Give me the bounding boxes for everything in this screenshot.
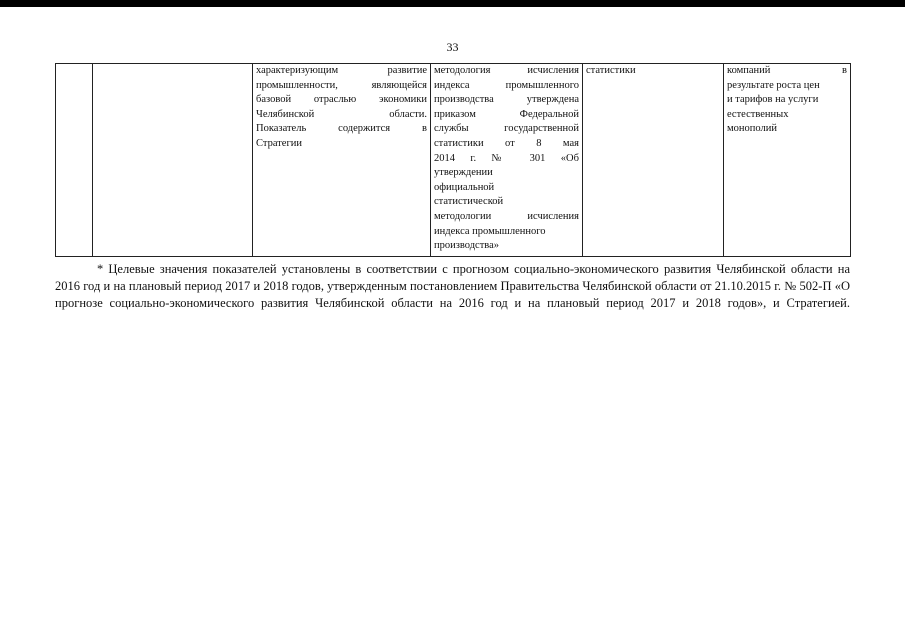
text-line: и тарифов на услуги (727, 94, 819, 106)
table-cell-source (583, 64, 724, 257)
text-line: Челябинской области. (256, 108, 427, 120)
table-cell-name (93, 64, 253, 257)
table-cell-factors (724, 64, 851, 257)
text-line: производства» (434, 240, 500, 252)
indicator-table (55, 63, 851, 257)
text-line: индекса промышленного (434, 225, 546, 237)
text-line: методологии исчисления (434, 210, 579, 222)
page-number: 33 (446, 40, 459, 54)
text-line: промышленности, являющейся (256, 79, 427, 91)
footnote: * Целевые значения показателей установлены в соответствии с прогнозом социально-экономического развития Челябинской области на 2016 год и на плановый период 2017 и 2018 годов, утвержденным постановлением Правительства Челябинской области от 21.10.2015 г. № 502-П «О прогнозе социально-экономического развития Челябинской области на 2016 год и на плановый период 2017 и 2018 годов», и Стратегией. (55, 262, 850, 310)
text-line: естественных (727, 108, 789, 120)
table-cell-description (253, 64, 431, 257)
text-line: базовой отраслью экономики (256, 94, 427, 106)
text-line: 2014 г. № 301 «Об (434, 152, 579, 164)
text-line: статистики от 8 мая (434, 137, 579, 149)
table-row (56, 64, 851, 257)
table-cell-methodology (431, 64, 583, 257)
text-line: службы государственной (434, 123, 579, 135)
text-line: Стратегии (256, 137, 303, 149)
table-cell-number (56, 64, 93, 257)
text-line: индекса промышленного (434, 79, 579, 91)
text-line: статистической (434, 196, 504, 208)
text-line: производства утверждена (434, 94, 579, 106)
text-line: компаний в (727, 65, 847, 76)
top-border-bar (0, 0, 905, 7)
text-line: методология исчисления (434, 65, 579, 76)
text-line: приказом Федеральной (434, 108, 579, 120)
text-line: монополий (727, 123, 777, 135)
text-line: результате роста цен (727, 79, 820, 91)
text-line: Показатель содержится в (256, 123, 427, 135)
text-line: официальной (434, 181, 495, 193)
text-line: утверждении (434, 167, 493, 179)
text-line: характеризующим развитие (256, 65, 427, 76)
text-line: статистики (586, 65, 636, 76)
